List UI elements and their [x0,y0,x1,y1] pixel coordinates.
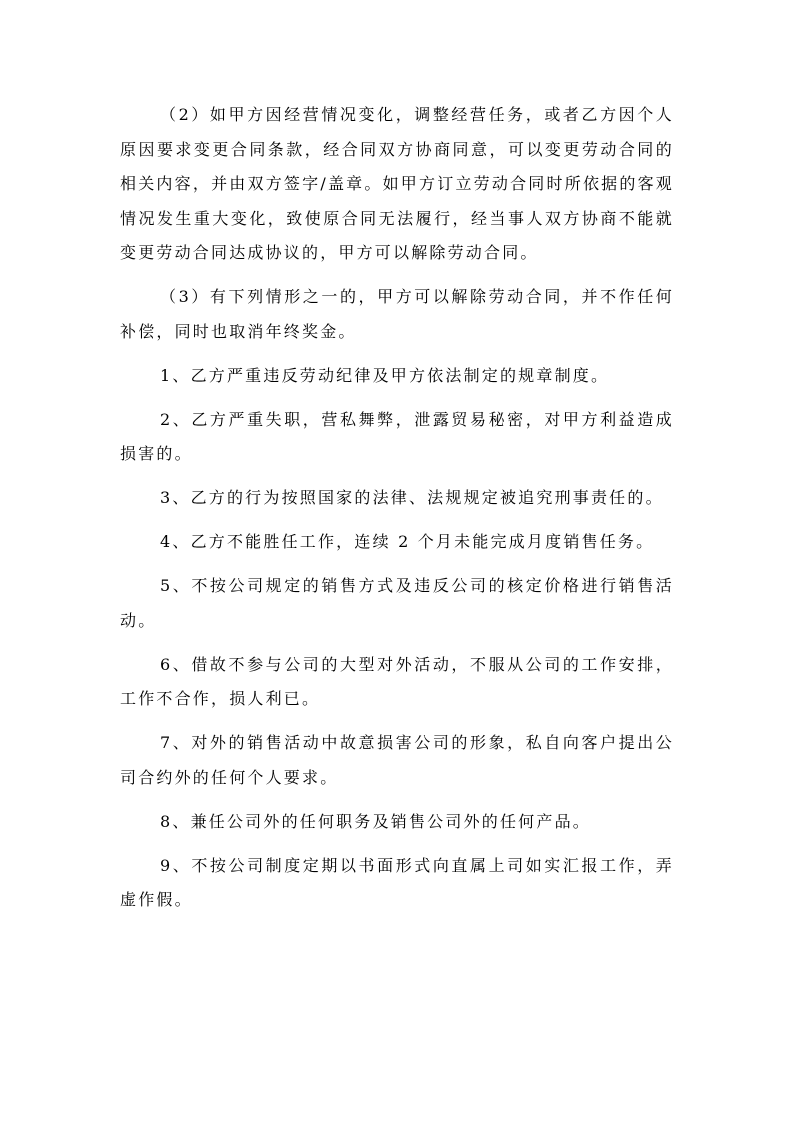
list-item-9: 9、不按公司制度定期以书面形式向直属上司如实汇报工作，弄虚作假。 [120,855,674,909]
list-item-5: 5、不按公司规定的销售方式及违反公司的核定价格进行销售活动。 [120,576,674,630]
list-item-4: 4、乙方不能胜任工作，连续 2 个月未能完成月度销售任务。 [160,532,655,551]
list-item-3: 3、乙方的行为按照国家的法律、法规规定被追究刑事责任的。 [160,488,664,507]
list-item-7: 7、对外的销售活动中故意损害公司的形象，私自向客户提出公司合约外的任何个人要求。 [120,733,674,787]
clause-2-paragraph: （2）如甲方因经营情况变化，调整经营任务，或者乙方因个人原因要求变更合同条款，经合同双方协商同意，可以变更劳动合同的相关内容，并由双方签字/盖章。如甲方订立劳动合同时所依据的客观情况发生重大变化，致使原合同无法履行，经当事人双方协商不能就变更劳动合同达成协议的，甲方可以解除劳动合同。 [120,105,674,262]
document-body [120,98,674,927]
list-item-1: 1、乙方严重违反劳动纪律及甲方依法制定的规章制度。 [160,365,610,385]
list-item-8: 8、兼任公司外的任何职务及销售公司外的任何产品。 [160,811,591,831]
list-item-6: 6、借故不参与公司的大型对外活动，不服从公司的工作安排，工作不合作，损人利已。 [120,654,674,708]
clause-3-paragraph: （3）有下列情形之一的，甲方可以解除劳动合同，并不作任何补偿，同时也取消年终奖金。 [120,287,674,341]
list-item-2: 2、乙方严重失职，营私舞弊，泄露贸易秘密，对甲方利益造成损害的。 [120,409,674,463]
